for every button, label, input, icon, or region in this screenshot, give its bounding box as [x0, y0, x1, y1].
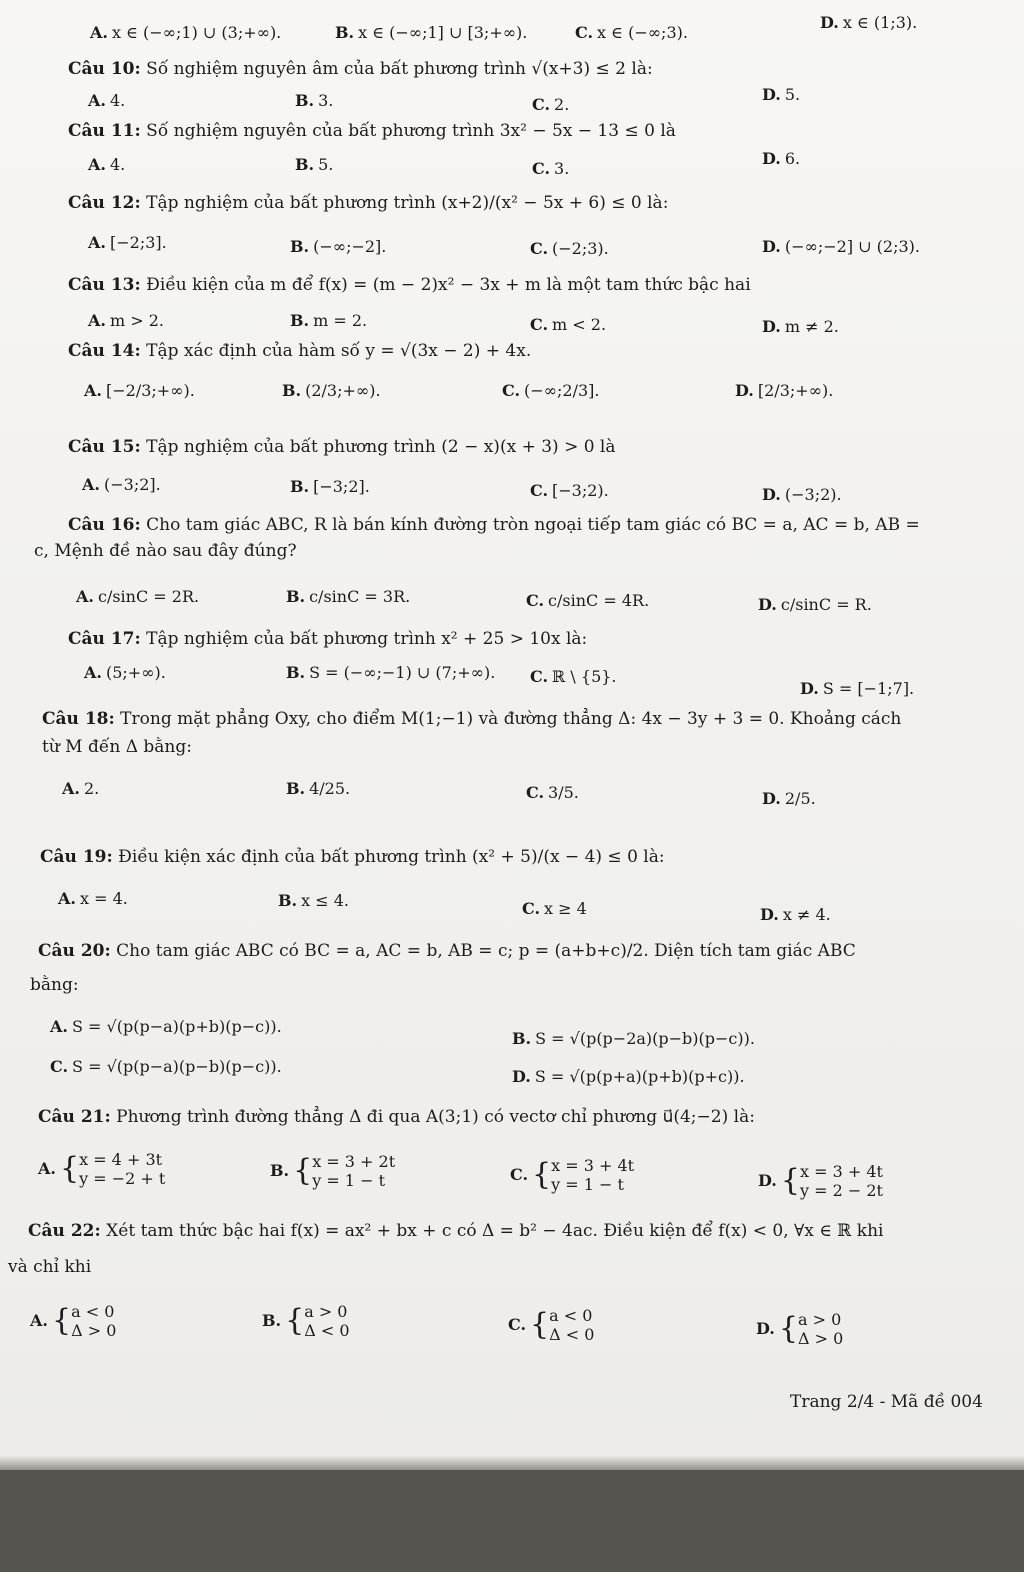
q12-option-a: A. [−2;3]. — [88, 233, 167, 252]
q18-option-a: A. 2. — [62, 779, 100, 798]
question-16: Câu 16: Cho tam giác ABC, R là bán kính đường tròn ngoại tiếp tam giác có BC = a, AC = b, AB = — [68, 515, 920, 535]
question-18-cont: từ M đến Δ bằng: — [42, 737, 192, 757]
q10-option-a: A. 4. — [88, 91, 126, 110]
q14-option-b: B. (2/3;+∞). — [282, 381, 381, 400]
q9-option-b: B. x ∈ (−∞;1] ∪ [3;+∞). — [335, 23, 528, 42]
q17-option-d: D. S = [−1;7]. — [800, 679, 915, 698]
question-20-cont: bằng: — [30, 975, 79, 995]
question-19: Câu 19: Điều kiện xác định của bất phương trình (x² + 5)/(x − 4) ≤ 0 là: — [40, 847, 665, 867]
question-14: Câu 14: Tập xác định của hàm số y = √(3x − 2) + 4x. — [68, 341, 532, 361]
q9-option-a: A. x ∈ (−∞;1) ∪ (3;+∞). — [90, 23, 282, 42]
q16-option-a: A. c/sinC = 2R. — [76, 587, 200, 606]
q20-option-b: B. S = √(p(p−2a)(p−b)(p−c)). — [512, 1029, 755, 1048]
q16-option-c: C. c/sinC = 4R. — [526, 591, 650, 610]
q18-option-c: C. 3/5. — [526, 783, 579, 802]
question-17: Câu 17: Tập nghiệm của bất phương trình x² + 25 > 10x là: — [68, 629, 588, 649]
q12-option-d: D. (−∞;−2] ∪ (2;3). — [762, 237, 920, 256]
q19-option-b: B. x ≤ 4. — [278, 891, 349, 910]
question-13: Câu 13: Điều kiện của m để f(x) = (m − 2)x² − 3x + m là một tam thức bậc hai — [68, 275, 751, 295]
q11-option-c: C. 3. — [532, 159, 570, 178]
photo-background-surface — [0, 1470, 1024, 1572]
page-footer: Trang 2/4 - Mã đề 004 — [790, 1392, 983, 1412]
question-12: Câu 12: Tập nghiệm của bất phương trình (x+2)/(x² − 5x + 6) ≤ 0 là: — [68, 193, 669, 213]
q22-option-d: D. {a > 0 Δ > 0 — [756, 1310, 844, 1349]
q16-option-b: B. c/sinC = 3R. — [286, 587, 411, 606]
q10-option-c: C. 2. — [532, 95, 570, 114]
question-11: Câu 11: Số nghiệm nguyên của bất phương trình 3x² − 5x − 13 ≤ 0 là — [68, 121, 676, 141]
question-15: Câu 15: Tập nghiệm của bất phương trình (2 − x)(x + 3) > 0 là — [68, 437, 616, 457]
q11-option-a: A. 4. — [88, 155, 126, 174]
q15-option-c: C. [−3;2). — [530, 481, 609, 500]
q10-option-b: B. 3. — [295, 91, 334, 110]
q15-option-a: A. (−3;2]. — [82, 475, 161, 494]
q20-option-c: C. S = √(p(p−a)(p−b)(p−c)). — [50, 1057, 282, 1076]
q21-option-d: D. {x = 3 + 4t y = 2 − 2t — [758, 1162, 883, 1201]
q11-option-b: B. 5. — [295, 155, 334, 174]
question-21: Câu 21: Phương trình đường thẳng Δ đi qua A(3;1) có vectơ chỉ phương u⃗(4;−2) là: — [38, 1107, 755, 1127]
q22-option-a: A. {a < 0 Δ > 0 — [30, 1302, 117, 1341]
q15-option-b: B. [−3;2]. — [290, 477, 370, 496]
q10-option-d: D. 5. — [762, 85, 801, 104]
q14-option-c: C. (−∞;2/3]. — [502, 381, 600, 400]
q17-option-c: C. ℝ \ {5}. — [530, 667, 617, 686]
q13-option-d: D. m ≠ 2. — [762, 317, 839, 336]
q17-option-a: A. (5;+∞). — [84, 663, 166, 682]
q21-option-a: A. {x = 4 + 3t y = −2 + t — [38, 1150, 166, 1189]
question-22-cont: và chỉ khi — [8, 1257, 92, 1277]
q14-option-a: A. [−2/3;+∞). — [84, 381, 195, 400]
q20-option-d: D. S = √(p(p+a)(p+b)(p+c)). — [512, 1067, 745, 1086]
q19-option-d: D. x ≠ 4. — [760, 905, 831, 924]
q18-option-d: D. 2/5. — [762, 789, 816, 808]
question-10: Câu 10: Số nghiệm nguyên âm của bất phương trình √(x+3) ≤ 2 là: — [68, 59, 653, 79]
q13-option-c: C. m < 2. — [530, 315, 607, 334]
q13-option-a: A. m > 2. — [88, 311, 164, 330]
question-18: Câu 18: Trong mặt phẳng Oxy, cho điểm M(1;−1) và đường thẳng Δ: 4x − 3y + 3 = 0. Khoảng cách — [42, 709, 902, 729]
q19-option-c: C. x ≥ 4 — [522, 899, 587, 918]
q9-option-c: C. x ∈ (−∞;3). — [575, 23, 688, 42]
q12-option-b: B. (−∞;−2]. — [290, 237, 387, 256]
q12-option-c: C. (−2;3). — [530, 239, 609, 258]
q21-option-b: B. {x = 3 + 2t y = 1 − t — [270, 1152, 396, 1191]
q19-option-a: A. x = 4. — [58, 889, 128, 908]
q18-option-b: B. 4/25. — [286, 779, 351, 798]
question-20: Câu 20: Cho tam giác ABC có BC = a, AC = b, AB = c; p = (a+b+c)/2. Diện tích tam giác ABC — [38, 941, 856, 961]
q9-option-d: D. x ∈ (1;3). — [820, 13, 918, 32]
q14-option-d: D. [2/3;+∞). — [735, 381, 834, 400]
q15-option-d: D. (−3;2). — [762, 485, 842, 504]
q22-option-b: B. {a > 0 Δ < 0 — [262, 1302, 350, 1341]
q17-option-b: B. S = (−∞;−1) ∪ (7;+∞). — [286, 663, 496, 682]
q13-option-b: B. m = 2. — [290, 311, 368, 330]
q16-option-d: D. c/sinC = R. — [758, 595, 872, 614]
q22-option-c: C. {a < 0 Δ < 0 — [508, 1306, 595, 1345]
question-16-cont: c, Mệnh đề nào sau đây đúng? — [34, 541, 297, 561]
q11-option-d: D. 6. — [762, 149, 801, 168]
q21-option-c: C. {x = 3 + 4t y = 1 − t — [510, 1156, 635, 1195]
question-22: Câu 22: Xét tam thức bậc hai f(x) = ax² + bx + c có Δ = b² − 4ac. Điều kiện để f(x) < 0, ∀x ∈ ℝ khi — [28, 1221, 884, 1241]
q20-option-a: A. S = √(p(p−a)(p+b)(p−c)). — [50, 1017, 282, 1036]
